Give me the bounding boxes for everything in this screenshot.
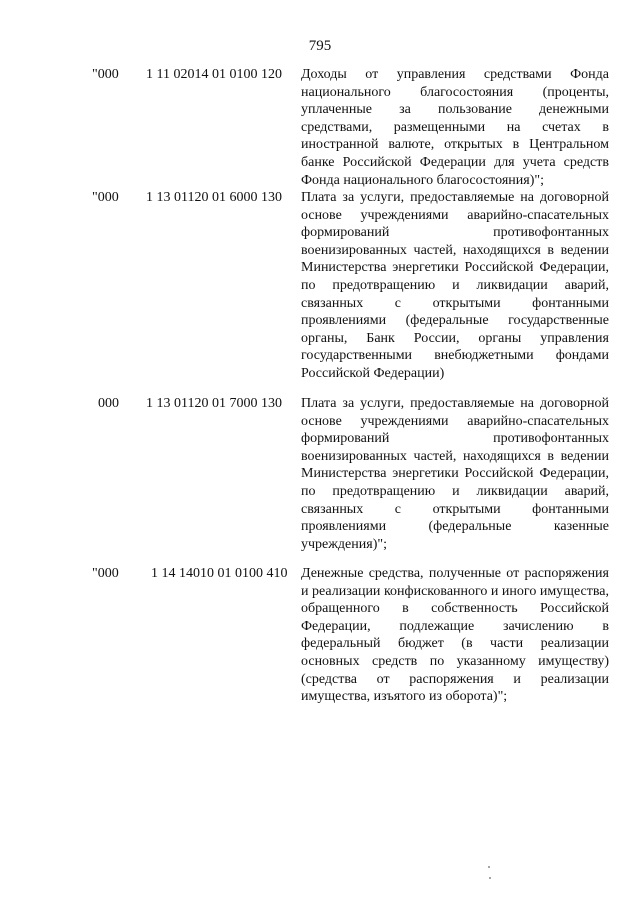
scan-speck xyxy=(489,877,491,879)
revenue-name: Денежные средства, полученные от распоряжения и реализации конфискованного и иного имущества, обращенного в собственность Российской Федерации, подлежащие зачислению в федеральный бюджет (в части реализации основных средств по указанному имуществу) (средства от распоряжения и реализации имущества, изъятого из оборота)"; xyxy=(301,566,609,705)
budget-classification-code: 1 13 01120 01 7000 130 xyxy=(146,396,282,411)
revenue-name: Плата за услуги, предоставляемые на договорной основе учреждениями аварийно-спасательных формирований противофонтанных военизированных частей, находящихся в ведении Министерства энергетики Российской Федерации, по предотвращению и ликвидации аварий, связанных с открытыми фонтанными проявлениями (федеральные государственные органы, Банк России, органы управления государственными внебюджетными фондами Российской Федерации) xyxy=(301,190,609,381)
budget-classification-code: 1 11 02014 01 0100 120 xyxy=(146,67,282,82)
admin-code: 000 xyxy=(98,396,119,411)
page-number: 795 xyxy=(308,38,332,54)
scan-speck xyxy=(488,866,490,868)
budget-classification-code: 1 14 14010 01 0100 410 xyxy=(151,566,288,581)
admin-code: "000 xyxy=(92,190,119,205)
admin-code: "000 xyxy=(92,566,119,581)
revenue-name: Плата за услуги, предоставляемые на договорной основе учреждениями аварийно-спасательных формирований противофонтанных военизированных частей, находящихся в ведении Министерства энергетики Российской Федерации, по предотвращению и ликвидации аварий, связанных с открытыми фонтанными проявлениями (федеральные казенные учреждения)"; xyxy=(301,396,609,552)
budget-classification-code: 1 13 01120 01 6000 130 xyxy=(146,190,282,205)
admin-code: "000 xyxy=(92,67,119,82)
revenue-name: Доходы от управления средствами Фонда национального благосостояния (проценты, уплаченные за пользование денежными средствами, размещенными на счетах в иностранной валюте, открытых в Центральном банке Российской Федерации для учета средств Фонда национального благосостояния)"; xyxy=(301,67,609,188)
